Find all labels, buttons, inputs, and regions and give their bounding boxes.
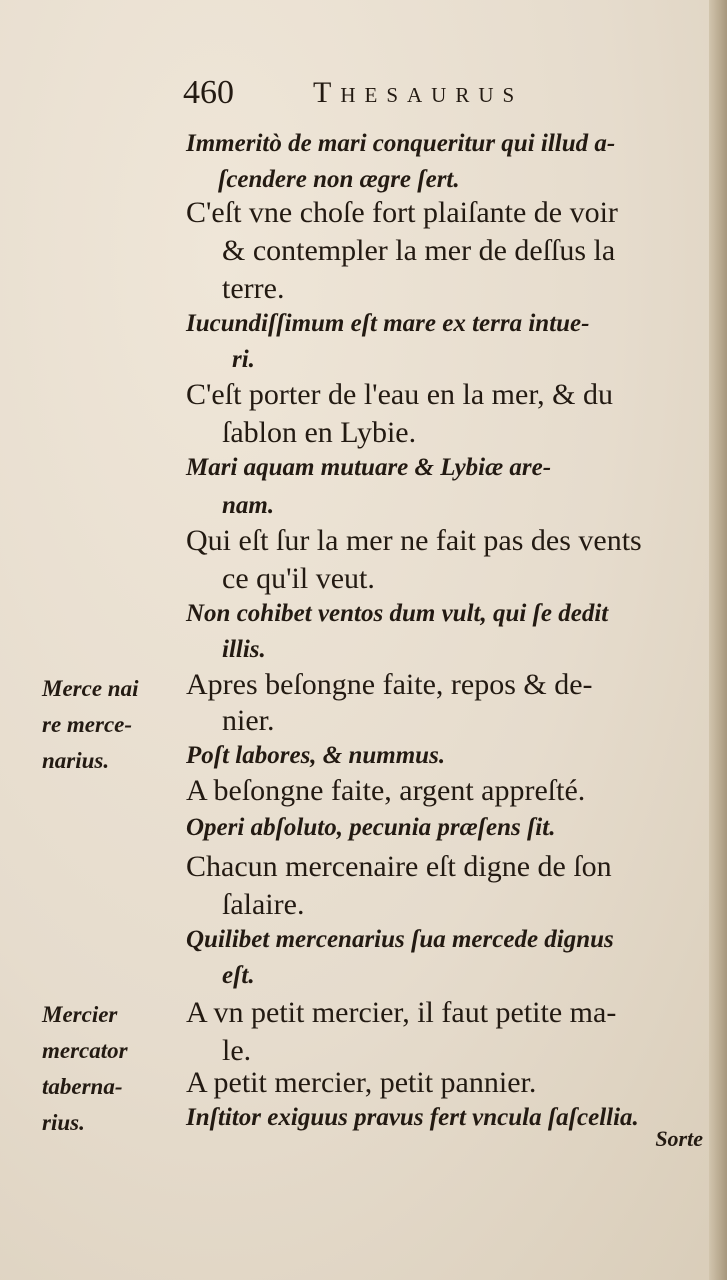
text-line: Non cohibet ventos dum vult, qui ſe dedit — [186, 600, 609, 627]
margin-note: taberna- — [42, 1074, 123, 1099]
text-line: Inſtitor exiguus pravus fert vncula ſaſcellia. — [186, 1104, 639, 1131]
text-line: A vn petit mercier, il faut petite ma- — [186, 996, 617, 1029]
text-line: A beſongne faite, argent appreſté. — [186, 774, 586, 807]
text-line: Apres beſongne faite, repos & de- — [186, 668, 593, 701]
text-line: ri. — [232, 346, 255, 373]
page-gutter — [709, 0, 727, 1280]
text-line: Iucundiſſimum eſt mare ex terra intue- — [186, 310, 590, 337]
page-number: 460 — [183, 74, 234, 111]
text-line: Qui eſt ſur la mer ne fait pas des vents — [186, 524, 642, 557]
text-line: le. — [222, 1034, 252, 1067]
text-line: terre. — [222, 272, 285, 305]
text-line: A petit mercier, petit pannier. — [186, 1066, 537, 1099]
text-line: C'eſt vne choſe fort plaiſante de voir — [186, 196, 618, 229]
text-line: nam. — [222, 492, 275, 519]
text-line: Mari aquam mutuare & Lybiæ are- — [186, 454, 552, 481]
text-line: Operi abſoluto, pecunia præſens ſit. — [186, 814, 556, 841]
page-header — [183, 74, 623, 114]
text-line: nier. — [222, 704, 275, 737]
margin-note: Merce nai — [42, 676, 139, 701]
text-line: ſablon en Lybie. — [222, 416, 417, 449]
text-line: ſalaire. — [222, 888, 305, 921]
text-line: & contempler la mer de deſſus la — [222, 234, 616, 267]
margin-note: mercator — [42, 1038, 128, 1063]
catchword: Sorte — [655, 1126, 703, 1151]
text-line: C'eſt porter de l'eau en la mer, & du — [186, 378, 613, 411]
text-line: ſcendere non ægre ſert. — [218, 166, 460, 193]
text-line: eſt. — [222, 962, 255, 989]
margin-note: rius. — [42, 1110, 85, 1135]
text-line: illis. — [222, 636, 266, 663]
margin-note: re merce- — [42, 712, 133, 737]
margin-note: narius. — [42, 748, 110, 773]
running-head: Thesaurus — [313, 76, 524, 109]
text-line: Immeritò de mari conqueritur qui illud a- — [186, 130, 616, 157]
text-line: Chacun mercenaire eſt digne de ſon — [186, 850, 612, 883]
text-line: ce qu'il veut. — [222, 562, 375, 595]
text-line: Quilibet mercenarius ſua mercede dignus — [186, 926, 614, 953]
text-line: Poſt labores, & nummus. — [186, 742, 446, 769]
margin-note: Mercier — [42, 1002, 118, 1027]
